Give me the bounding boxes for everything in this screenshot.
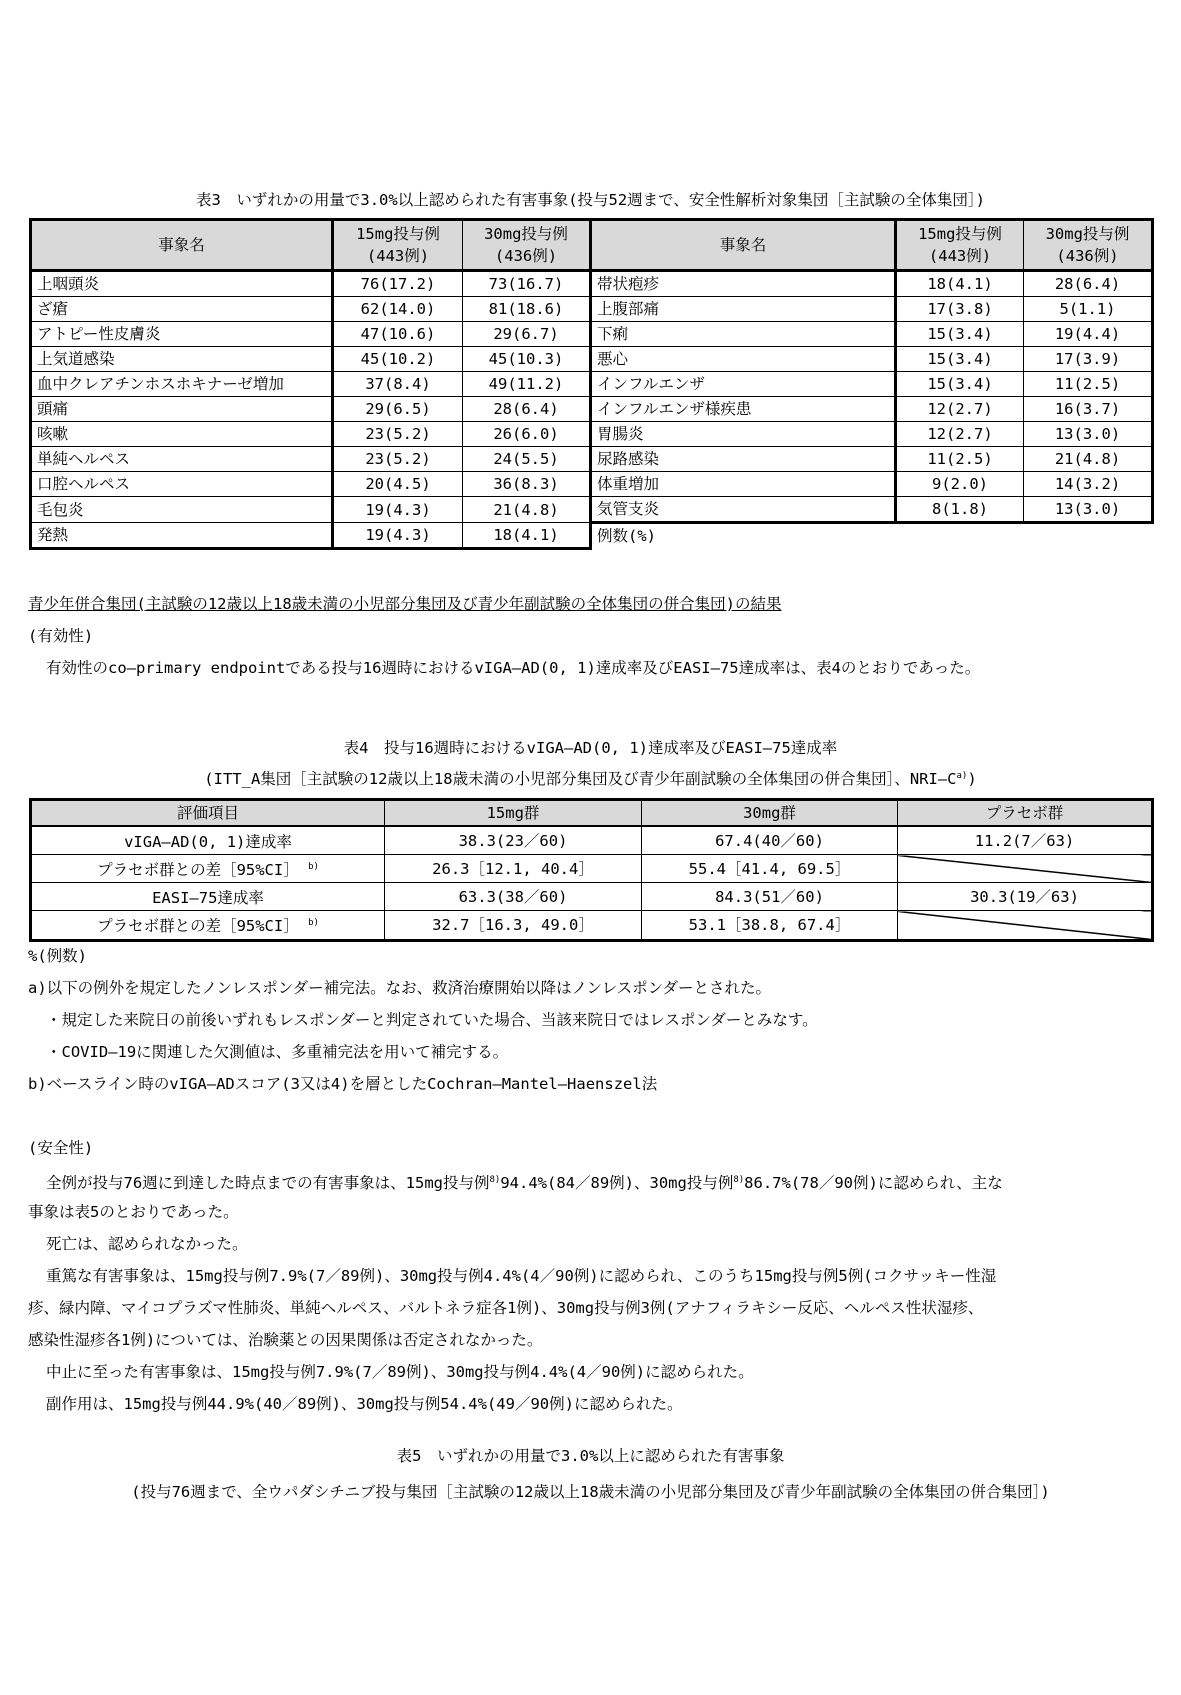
table-row: プラセボ群との差［95%CI］ $^{b)}$ 26.3［12.1, 40.4］ 55.4［41.4, 69.5］ <box>31 855 1153 883</box>
efficacy-text: 有効性のco—primary endpointである投与16週時におけるvIGA—AD(0, 1)達成率及びEASI—75達成率は、表4のとおりであった。 <box>46 659 981 677</box>
table-row: 血中クレアチンホスホキナーゼ増加 37(8.4) 49(11.2) インフルエンザ 15(3.4) 11(2.5) <box>31 372 1153 397</box>
not-applicable-cell <box>898 855 1153 883</box>
header-15mg-right: 15mg投与例 (443例) <box>896 220 1024 271</box>
table-row: 上気道感染 45(10.2) 45(10.3) 悪心 15(3.4) 17(3.9) <box>31 347 1153 372</box>
table-row: プラセボ群との差［95%CI］ $^{b)}$ 32.7［16.3, 49.0］ 53.1［38.8, 67.4］ <box>31 911 1153 940</box>
table4-header-row: 評価項目 15mg群 30mg群 プラセボ群 <box>31 800 1153 827</box>
table-row: 上咽頭炎 76(17.2) 73(16.7) 帯状疱疹 18(4.1) 28(6.4) <box>31 271 1153 297</box>
table4-note-bullet-2: ・COVID—19に関連した欠測値は、多重補完法を用いて補完する。 <box>46 1043 509 1061</box>
safety-paragraph-adverse-reactions: 副作用は、15mg投与例44.9%(40／89例)、30mg投与例54.4%(49／90例)に認められた。 <box>46 1395 683 1413</box>
safety-paragraph-discontinuation: 中止に至った有害事象は、15mg投与例7.9%(7／89例)、30mg投与例4.4%(4／90例)に認められた。 <box>46 1363 754 1381</box>
table-row: 口腔ヘルペス 20(4.5) 36(8.3) 体重増加 9(2.0) 14(3.2) <box>31 472 1153 497</box>
table5-subcaption: (投与76週まで、全ウパダシチニブ投与集団［主試験の12歳以上18歳未満の小児部分集団及び青少年副試験の全体集団の併合集団］) <box>131 1483 1050 1501</box>
header-15mg: 15mg投与例 (443例) <box>333 220 463 271</box>
safety-label: (安全性) <box>28 1139 94 1157</box>
table3-header-row <box>31 220 1153 271</box>
table-row: 発熱 19(4.3) 18(4.1) 例数(%) <box>31 523 1153 549</box>
efficacy-label: (有効性) <box>28 627 94 645</box>
safety-paragraph-serious: 重篤な有害事象は、15mg投与例7.9%(7／89例)、30mg投与例4.4%(4／90例)に認められ、このうち15mg投与例5例(コクサッキー性湿 <box>46 1267 997 1285</box>
table-row: vIGA—AD(0, 1)達成率 38.3(23／60) 67.4(40／60) 11.2(7／63) <box>31 826 1153 855</box>
header-30mg-right: 30mg投与例 (436例) <box>1024 220 1153 271</box>
table-row: EASI—75達成率 63.3(38／60) 84.3(51／60) 30.3(19／63) <box>31 883 1153 911</box>
table-row: アトピー性皮膚炎 47(10.6) 29(6.7) 下痢 15(3.4) 19(4.4) <box>31 322 1153 347</box>
table4-caption: 表4 投与16週時におけるvIGA—AD(0, 1)達成率及びEASI—75達成率 <box>343 739 838 757</box>
table5-caption: 表5 いずれかの用量で3.0%以上に認められた有害事象 <box>396 1447 785 1465</box>
safety-paragraph-serious-cont1: 疹、緑内障、マイコプラズマ性肺炎、単純ヘルペス、バルトネラ症各1例)、30mg投与例3例(アナフィラキシー反応、ヘルペス性状湿疹、 <box>28 1299 984 1317</box>
safety-paragraph-death: 死亡は、認められなかった。 <box>46 1235 248 1253</box>
header-30mg: 30mg投与例 (436例) <box>463 220 591 271</box>
table-row: ざ瘡 62(14.0) 81(18.6) 上腹部痛 17(3.8) 5(1.1) <box>31 297 1153 322</box>
section-heading: 青少年併合集団(主試験の12歳以上18歳未満の小児部分集団及び青少年副試験の全体集団の併合集団)の結果 <box>28 595 782 613</box>
table-row: 咳嗽 23(5.2) 26(6.0) 胃腸炎 12(2.7) 13(3.0) <box>31 422 1153 447</box>
table-row: 頭痛 29(6.5) 28(6.4) インフルエンザ様疾患 12(2.7) 16(3.7) <box>31 397 1153 422</box>
table4-subcaption: (ITT_A集団［主試験の12歳以上18歳未満の小児部分集団及び青少年副試験の全体集団の併合集団］、$NRI—C^{a)}$) <box>204 770 977 788</box>
table4-note-unit: %(例数) <box>28 947 87 965</box>
table4-note-a: a)以下の例外を規定したノンレスポンダー補完法。なお、救済治療開始以降はノンレスポンダーとされた。 <box>28 979 771 997</box>
table-row: 単純ヘルペス 23(5.2) 24(5.5) 尿路感染 11(2.5) 21(4.8) <box>31 447 1153 472</box>
header-event: 事象名 <box>31 220 333 271</box>
table-row: 毛包炎 19(4.3) 21(4.8) 気管支炎 8(1.8) 13(3.0) <box>31 497 1153 523</box>
table4-note-b: b)ベースライン時のvIGA—ADスコア(3又は4)を層としたCochran—Mantel—Haenszel法 <box>28 1075 658 1093</box>
table4-note-bullet-1: ・規定した来院日の前後いずれもレスポンダーと判定されていた場合、当該来院日ではレスポンダーとみなす。 <box>46 1011 818 1029</box>
not-applicable-cell <box>898 911 1153 940</box>
safety-paragraph-1: 全例が投与76週に到達した時点までの有害事象は、15mg投与例$^{8)}$94.4%(84／89例)、30mg投与例$^{8)}$86.7%(78／90例)に認められ、主な <box>46 1174 1003 1193</box>
table3-adverse-events <box>29 218 1154 550</box>
table3-caption: 表3 いずれかの用量で3.0%以上認められた有害事象(投与52週まで、安全性解析対象集団［主試験の全体集団］) <box>196 191 985 209</box>
header-event-right: 事象名 <box>591 220 896 271</box>
safety-paragraph-1-cont: 事象は表5のとおりであった。 <box>28 1203 239 1221</box>
table3-footnote: 例数(%) <box>597 527 656 546</box>
safety-paragraph-serious-cont2: 感染性湿疹各1例)については、治験薬との因果関係は否定されなかった。 <box>28 1331 543 1349</box>
table4-efficacy <box>29 798 1154 942</box>
